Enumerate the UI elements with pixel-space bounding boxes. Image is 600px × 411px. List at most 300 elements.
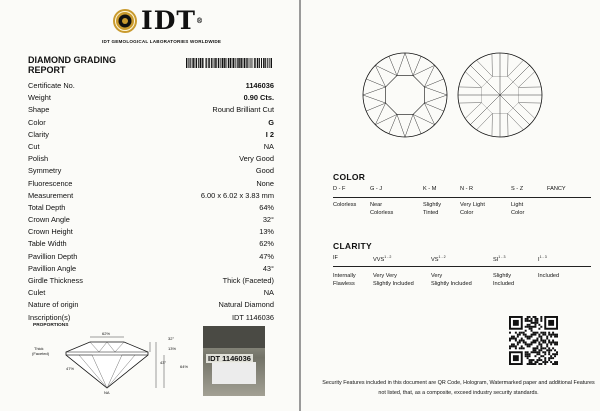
qr-module <box>552 334 554 336</box>
qr-module <box>509 340 511 342</box>
barcode-bar <box>267 58 268 68</box>
field-row <box>28 80 274 92</box>
photo-highlight <box>212 362 256 384</box>
qr-module <box>529 343 531 345</box>
qr-module <box>550 336 552 338</box>
qr-module <box>544 363 546 365</box>
qr-module <box>540 326 542 328</box>
kite-facet <box>413 114 421 133</box>
qr-module <box>529 336 531 338</box>
barcode-bar <box>196 58 198 68</box>
crown-angle-label: 32° <box>168 336 175 341</box>
lower-girdle-facet <box>518 72 541 88</box>
qr-finder-core <box>548 320 554 326</box>
upper-girdle-facet <box>429 125 435 130</box>
barcode-bar <box>259 58 260 68</box>
field-row <box>28 214 274 226</box>
color-grade-description: Colorless <box>333 202 357 208</box>
field-value: I 2 <box>265 129 274 139</box>
brand-name: IDT® <box>141 6 204 35</box>
qr-module <box>554 361 556 363</box>
field-label: Culet <box>28 288 46 298</box>
qr-module <box>550 343 552 345</box>
qr-module <box>542 355 544 357</box>
qr-module <box>552 357 554 359</box>
kite-facet <box>366 103 385 111</box>
kite-facet <box>424 79 443 87</box>
qr-module <box>531 326 533 328</box>
qr-module <box>556 334 558 336</box>
qr-module <box>554 353 556 355</box>
clarity-grade-description: Included <box>538 273 560 279</box>
qr-module <box>556 361 558 363</box>
qr-module <box>548 349 550 351</box>
clarity-grade-range: 1 - 2 <box>438 255 446 259</box>
qr-module <box>536 351 538 353</box>
qr-module <box>534 322 536 324</box>
qr-module <box>556 351 558 353</box>
star-facet <box>397 53 413 76</box>
qr-module <box>540 318 542 320</box>
barcode-bar <box>253 58 254 68</box>
lower-girdle-facet <box>477 113 493 136</box>
qr-module <box>552 332 554 334</box>
barcode-bar <box>190 58 191 68</box>
qr-module <box>540 336 542 338</box>
brand-logo <box>112 8 204 34</box>
qr-module <box>554 343 556 345</box>
qr-module <box>525 351 527 353</box>
barcode-bar <box>233 58 235 68</box>
qr-module <box>509 332 511 334</box>
clarity-grade <box>333 255 338 261</box>
field-label: Crown Height <box>28 227 73 237</box>
qr-module <box>517 343 519 345</box>
qr-module <box>540 332 542 334</box>
qr-module <box>509 347 511 349</box>
qr-module <box>509 338 511 340</box>
qr-module <box>542 334 544 336</box>
qr-module <box>552 363 554 365</box>
qr-module <box>517 334 519 336</box>
qr-module <box>525 353 527 355</box>
clarity-grade-base: VVS <box>373 256 385 263</box>
qr-module <box>540 338 542 340</box>
qr-module <box>533 347 535 349</box>
color-grade-description: Very Light Color <box>460 202 485 216</box>
field-value: 6.00 x 6.02 x 3.83 mm <box>200 190 274 200</box>
qr-module <box>544 359 546 361</box>
qr-module <box>523 347 525 349</box>
qr-finder-core <box>513 320 519 326</box>
qr-module <box>540 345 542 347</box>
girdle-label-2: (Faceted) <box>32 351 50 356</box>
barcode-bar <box>220 58 221 68</box>
qr-module <box>536 320 538 322</box>
field-row <box>28 104 274 116</box>
qr-module <box>538 363 540 365</box>
star-facet <box>397 114 413 137</box>
qr-module <box>534 316 536 318</box>
qr-module <box>515 332 517 334</box>
qr-module <box>533 316 535 318</box>
qr-module <box>538 343 540 345</box>
upper-girdle-facet <box>375 60 381 65</box>
barcode-bar <box>226 58 227 68</box>
qr-module <box>531 318 533 320</box>
field-label: Polish <box>28 154 49 164</box>
qr-module <box>529 328 531 330</box>
qr-module <box>529 326 531 328</box>
field-label: Color <box>28 117 46 127</box>
qr-module <box>525 318 527 320</box>
qr-module <box>536 345 538 347</box>
qr-module <box>527 320 529 322</box>
barcode-bar <box>186 58 187 68</box>
qr-module <box>525 320 527 322</box>
field-value: Round Brilliant Cut <box>212 105 274 115</box>
qr-module <box>531 343 533 345</box>
qr-module <box>513 343 515 345</box>
qr-module <box>546 349 548 351</box>
qr-module <box>554 336 556 338</box>
qr-module <box>533 322 535 324</box>
qr-module <box>533 363 535 365</box>
qr-module <box>523 332 525 334</box>
qr-module <box>533 334 535 336</box>
qr-module <box>527 357 529 359</box>
color-grade-description: Near Colorless <box>370 202 394 216</box>
qr-module <box>534 332 536 334</box>
pavilion-depth-label: 47% <box>66 366 75 371</box>
qr-module <box>511 343 513 345</box>
photo-dark-band <box>203 326 265 348</box>
lower-girdle-facet <box>459 103 482 119</box>
qr-module <box>527 318 529 320</box>
qr-module <box>534 334 536 336</box>
lower-girdle-facet <box>518 103 541 119</box>
lower-girdle-facet <box>459 72 482 88</box>
qr-module <box>548 347 550 349</box>
qr-module <box>527 363 529 365</box>
barcode-bar <box>211 58 212 68</box>
field-value: 1146036 <box>245 81 274 90</box>
qr-module <box>540 347 542 349</box>
field-value: IDT 1146036 <box>231 312 274 322</box>
field-row <box>28 165 274 177</box>
qr-module <box>548 340 550 342</box>
field-value: Thick (Faceted) <box>222 276 274 285</box>
barcode-bar <box>269 58 270 68</box>
qr-code <box>509 316 558 365</box>
qr-module <box>538 353 540 355</box>
qr-module <box>525 334 527 336</box>
qr-module <box>540 320 542 322</box>
report-fields <box>28 80 274 324</box>
idt-seal-icon <box>112 8 138 34</box>
field-row <box>28 299 274 311</box>
qr-module <box>540 349 542 351</box>
barcode-bar <box>213 58 214 68</box>
qr-module <box>552 340 554 342</box>
barcode-bar <box>200 58 202 68</box>
field-value: 32° <box>262 215 274 225</box>
qr-module <box>536 347 538 349</box>
qr-module <box>534 340 536 342</box>
qr-module <box>531 351 533 353</box>
qr-module <box>509 345 511 347</box>
qr-module <box>533 351 535 353</box>
qr-module <box>554 363 556 365</box>
qr-module <box>525 355 527 357</box>
field-value: 64% <box>259 202 274 212</box>
qr-module <box>523 334 525 336</box>
qr-module <box>536 361 538 363</box>
barcode-bar <box>195 58 196 68</box>
field-row <box>28 92 274 104</box>
total-depth-label: 64% <box>180 364 189 369</box>
color-grade-description: Light Color <box>511 202 525 216</box>
qr-module <box>525 326 527 328</box>
clarity-grade-description: Very Slightly Included <box>431 273 472 287</box>
qr-module <box>529 338 531 340</box>
table-width-label: 62% <box>102 331 111 336</box>
report-right-page <box>301 0 600 411</box>
barcode-bar <box>265 58 266 68</box>
qr-module <box>538 334 540 336</box>
field-label: Weight <box>28 93 51 103</box>
qr-module <box>534 347 536 349</box>
field-row <box>28 251 274 263</box>
qr-module <box>533 349 535 351</box>
qr-module <box>531 341 533 343</box>
kite-facet <box>424 103 443 111</box>
clarity-grade-range: 1 - 3 <box>539 255 547 259</box>
qr-module <box>544 357 546 359</box>
color-grade: K - M <box>423 186 437 192</box>
color-scale-title: COLOR <box>333 172 366 182</box>
qr-module <box>529 345 531 347</box>
qr-module <box>529 361 531 363</box>
field-label: Crown Angle <box>28 215 70 225</box>
field-value: NA <box>263 141 274 151</box>
qr-module <box>511 345 513 347</box>
qr-module <box>550 349 552 351</box>
lower-girdle-facet <box>508 54 524 77</box>
qr-module <box>531 322 533 324</box>
qr-module <box>527 345 529 347</box>
qr-module <box>529 359 531 361</box>
barcode-bar <box>208 58 210 68</box>
qr-module <box>552 347 554 349</box>
qr-module <box>534 326 536 328</box>
barcode-bar <box>228 58 230 68</box>
qr-module <box>525 330 527 332</box>
culet-label: NA <box>104 390 110 395</box>
qr-module <box>527 316 529 318</box>
field-row <box>28 238 274 250</box>
crown-height-label: 13% <box>168 346 177 351</box>
star-facet <box>363 87 386 103</box>
girdle-label-1: Thick <box>34 346 44 351</box>
field-label: Pavillion Angle <box>28 263 77 273</box>
qr-module <box>540 316 542 318</box>
clarity-scale-divider <box>333 266 591 267</box>
barcode-bar <box>235 58 236 68</box>
barcode-bar <box>254 58 256 68</box>
qr-module <box>521 338 523 340</box>
qr-module <box>550 341 552 343</box>
qr-module <box>533 326 535 328</box>
barcode-bar <box>251 58 252 68</box>
qr-module <box>552 341 554 343</box>
clarity-grade-description: Slightly Included <box>493 273 515 287</box>
color-grade: S - Z <box>511 186 524 192</box>
qr-module <box>527 351 529 353</box>
qr-module <box>517 341 519 343</box>
qr-module <box>548 351 550 353</box>
qr-module <box>542 351 544 353</box>
barcode-bar <box>240 58 242 68</box>
brand-subtitle: IDT GEMOLOGICAL LABORATORIES WORLDWIDE <box>102 39 222 44</box>
field-label: Certificate No. <box>28 81 75 90</box>
field-label: Symmetry <box>28 166 62 176</box>
kite-facet <box>366 79 385 87</box>
qr-module <box>534 320 536 322</box>
field-row <box>28 312 274 324</box>
qr-module <box>544 340 546 342</box>
barcode-bar <box>206 58 207 68</box>
qr-module <box>550 334 552 336</box>
qr-module <box>534 349 536 351</box>
upper-girdle-facet <box>370 119 375 125</box>
clarity-grade-range: 1 - 2 <box>384 255 392 259</box>
field-value: None <box>256 178 274 188</box>
color-grade: G - J <box>370 186 383 192</box>
field-label: Girdle Thickness <box>28 276 83 285</box>
qr-module <box>556 343 558 345</box>
clarity-grade <box>538 255 547 263</box>
barcode-bar <box>246 58 247 68</box>
qr-module <box>538 357 540 359</box>
qr-module <box>523 340 525 342</box>
star-facet <box>375 103 397 125</box>
upper-girdle-facet <box>370 65 375 71</box>
qr-module <box>534 355 536 357</box>
qr-module <box>536 318 538 320</box>
qr-module <box>527 336 529 338</box>
color-scale-divider <box>333 197 591 198</box>
qr-module <box>531 361 533 363</box>
qr-module <box>527 338 529 340</box>
kite-facet <box>389 114 397 133</box>
qr-module <box>554 349 556 351</box>
barcode-bar <box>204 58 205 68</box>
qr-module <box>548 353 550 355</box>
barcode-bar <box>222 58 224 68</box>
qr-module <box>536 322 538 324</box>
barcode-bar <box>192 58 194 68</box>
field-value: 43° <box>262 263 274 273</box>
field-label: Cut <box>28 141 40 151</box>
qr-module <box>515 338 517 340</box>
crown-plot-diagram <box>361 51 449 139</box>
qr-module <box>529 316 531 318</box>
qr-module <box>531 328 533 330</box>
clarity-grade <box>373 255 391 263</box>
inscription-photo <box>203 326 265 396</box>
qr-module <box>538 324 540 326</box>
crown-table <box>386 76 425 115</box>
barcode-bar <box>238 58 240 68</box>
qr-module <box>521 332 523 334</box>
qr-module <box>540 340 542 342</box>
barcode-bar <box>205 58 206 68</box>
qr-module <box>544 341 546 343</box>
barcode-bar <box>224 58 226 68</box>
qr-module <box>529 320 531 322</box>
clarity-grade-description: Internally Flawless <box>333 273 356 287</box>
qr-module <box>534 351 536 353</box>
qr-module <box>538 351 540 353</box>
qr-module <box>536 340 538 342</box>
qr-module <box>527 343 529 345</box>
field-row <box>28 263 274 275</box>
qr-module <box>523 341 525 343</box>
qr-module <box>527 353 529 355</box>
qr-module <box>515 347 517 349</box>
barcode-bar <box>214 58 215 68</box>
field-label: Measurement <box>28 190 74 200</box>
star-facet <box>424 87 447 103</box>
barcode-bar <box>215 58 217 68</box>
clarity-grade-base: VS <box>431 256 439 263</box>
barcode-bar <box>188 58 189 68</box>
barcode <box>186 58 272 68</box>
field-label: Clarity <box>28 129 49 139</box>
qr-module <box>542 332 544 334</box>
qr-module <box>546 345 548 347</box>
qr-module <box>550 355 552 357</box>
qr-module <box>527 326 529 328</box>
qr-module <box>531 334 533 336</box>
field-value: 13% <box>259 227 274 237</box>
qr-module <box>540 355 542 357</box>
field-label: Total Depth <box>28 202 66 212</box>
security-note: Security Features included in this document are QR Code, Hologram, Watermarked paper and additional Features not listed, that, as a composite, exceed industry security standards. <box>322 380 595 396</box>
field-value: 0.90 Cts. <box>243 93 274 103</box>
qr-module <box>556 353 558 355</box>
qr-module <box>556 336 558 338</box>
proportions-title: PROPORTIONS <box>33 323 69 328</box>
field-row <box>28 287 274 299</box>
qr-module <box>536 332 538 334</box>
clarity-grade-description: Very Very Slightly Included <box>373 273 414 287</box>
qr-module <box>534 363 536 365</box>
qr-module <box>521 340 523 342</box>
proportions-diagram <box>32 328 192 396</box>
kite-facet <box>413 56 421 75</box>
qr-module <box>531 336 533 338</box>
qr-module <box>538 359 540 361</box>
report-left-page <box>0 0 299 411</box>
qr-module <box>554 341 556 343</box>
qr-module <box>548 334 550 336</box>
qr-module <box>529 353 531 355</box>
barcode-bar <box>257 58 259 68</box>
qr-module <box>531 359 533 361</box>
field-label: Inscription(s) <box>28 312 71 322</box>
